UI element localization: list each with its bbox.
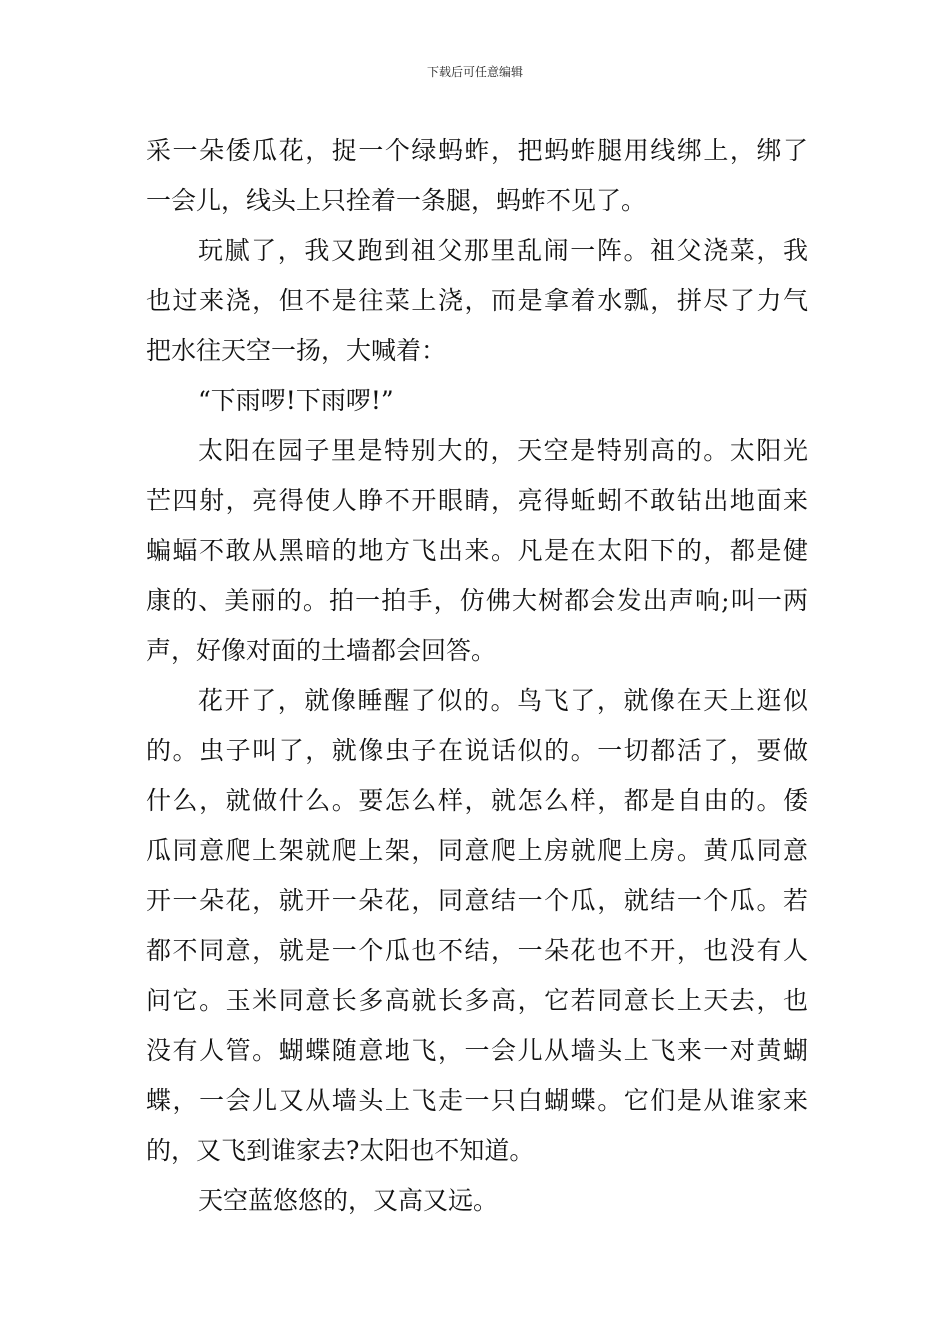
text-line: 康的、美丽的。拍一拍手，仿佛大树都会发出声响;叫一两 (146, 586, 808, 615)
text-line: 一会儿，线头上只拴着一条腿，蚂蚱不见了。 (146, 186, 647, 215)
text-line: 太阳在园子里是特别大的，天空是特别高的。太阳光 (198, 436, 808, 465)
text-line: 花开了，就像睡醒了似的。鸟飞了，就像在天上逛似 (198, 686, 808, 715)
paragraph (146, 226, 808, 376)
text-line: 也过来浇，但不是往菜上浇，而是拿着水瓢，拼尽了力气 (146, 286, 808, 315)
text-line: 没有人管。蝴蝶随意地飞，一会儿从墙头上飞来一对黄蝴 (146, 1036, 808, 1065)
text-line: 芒四射，亮得使人睁不开眼睛，亮得蚯蚓不敢钻出地面来 (146, 486, 808, 515)
text-line: 把水往天空一扬，大喊着： (146, 336, 447, 365)
text-line: 蝙蝠不敢从黑暗的地方飞出来。凡是在太阳下的，都是健 (146, 536, 808, 565)
text-line: 都不同意，就是一个瓜也不结，一朵花也不开，也没有人 (146, 936, 808, 965)
text-line: 声，好像对面的土墙都会回答。 (146, 636, 497, 665)
text-line: 瓜同意爬上架就爬上架，同意爬上房就爬上房。黄瓜同意 (146, 836, 808, 865)
text-line: 什么，就做什么。要怎么样，就怎么样，都是自由的。倭 (146, 786, 808, 815)
text-line: 天空蓝悠悠的，又高又远。 (198, 1186, 499, 1215)
text-line: “下雨啰!下雨啰!” (198, 386, 394, 415)
paragraph (146, 676, 808, 1176)
page-header: 下载后可任意编辑 (426, 65, 523, 79)
text-line: 的，又飞到谁家去?太阳也不知道。 (146, 1136, 535, 1165)
text-line: 玩腻了，我又跑到祖父那里乱闹一阵。祖父浇菜，我 (198, 236, 808, 265)
document-body (146, 126, 808, 1226)
paragraph (146, 426, 808, 676)
paragraph (146, 1176, 808, 1226)
text-line: 采一朵倭瓜花，捉一个绿蚂蚱，把蚂蚱腿用线绑上，绑了 (146, 136, 808, 165)
text-line: 开一朵花，就开一朵花，同意结一个瓜，就结一个瓜。若 (146, 886, 808, 915)
paragraph (146, 126, 808, 226)
paragraph (146, 376, 808, 426)
text-line: 蝶，一会儿又从墙头上飞走一只白蝴蝶。它们是从谁家来 (146, 1086, 808, 1115)
text-line: 的。虫子叫了，就像虫子在说话似的。一切都活了，要做 (146, 736, 808, 765)
text-line: 问它。玉米同意长多高就长多高，它若同意长上天去，也 (146, 986, 808, 1015)
